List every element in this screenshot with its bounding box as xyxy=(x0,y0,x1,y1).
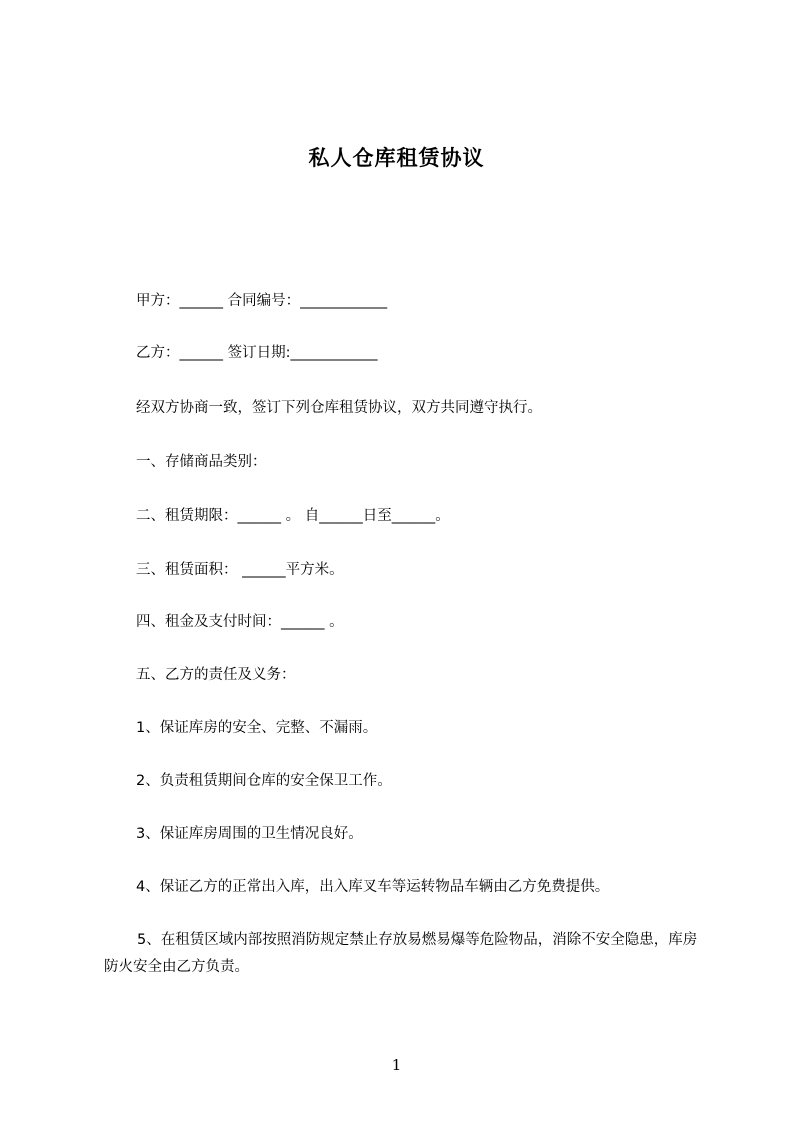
party-a-line: 甲方：______ 合同编号：____________ xyxy=(136,293,388,309)
item-3: 3、保证库房周围的卫生情况良好。 xyxy=(136,826,363,842)
item-5-paragraph: 5、在租赁区域内部按照消防规定禁止存放易燃易爆等危险物品，消除不安全隐患，库房防火安全由乙方负责。 xyxy=(104,932,698,975)
item-4: 4、保证乙方的正常出入库，出入库叉车等运转物品车辆由乙方免费提供。 xyxy=(136,879,610,895)
intro-line: 经双方协商一致，签订下列仓库租赁协议，双方共同遵守执行。 xyxy=(136,400,542,416)
section-4-rent-payment: 四、租金及支付时间：______ 。 xyxy=(136,614,344,630)
page-number: 1 xyxy=(391,1056,402,1074)
section-5-heading: 五、乙方的责任及义务： xyxy=(136,667,296,683)
party-b-line: 乙方：______ 签订日期:____________ xyxy=(136,345,378,361)
section-1-goods-category: 一、存储商品类别： xyxy=(136,454,267,470)
document-title: 私人仓库租赁协议 xyxy=(308,146,485,170)
item-2: 2、负责租赁期间仓库的安全保卫工作。 xyxy=(136,773,392,789)
section-3-lease-area: 三、租赁面积： ______平方米。 xyxy=(136,562,344,578)
item-1: 1、保证库房的安全、完整、不漏雨。 xyxy=(136,720,378,736)
section-2-lease-term: 二、租赁期限：______ 。 自______日至______。 xyxy=(136,508,450,524)
